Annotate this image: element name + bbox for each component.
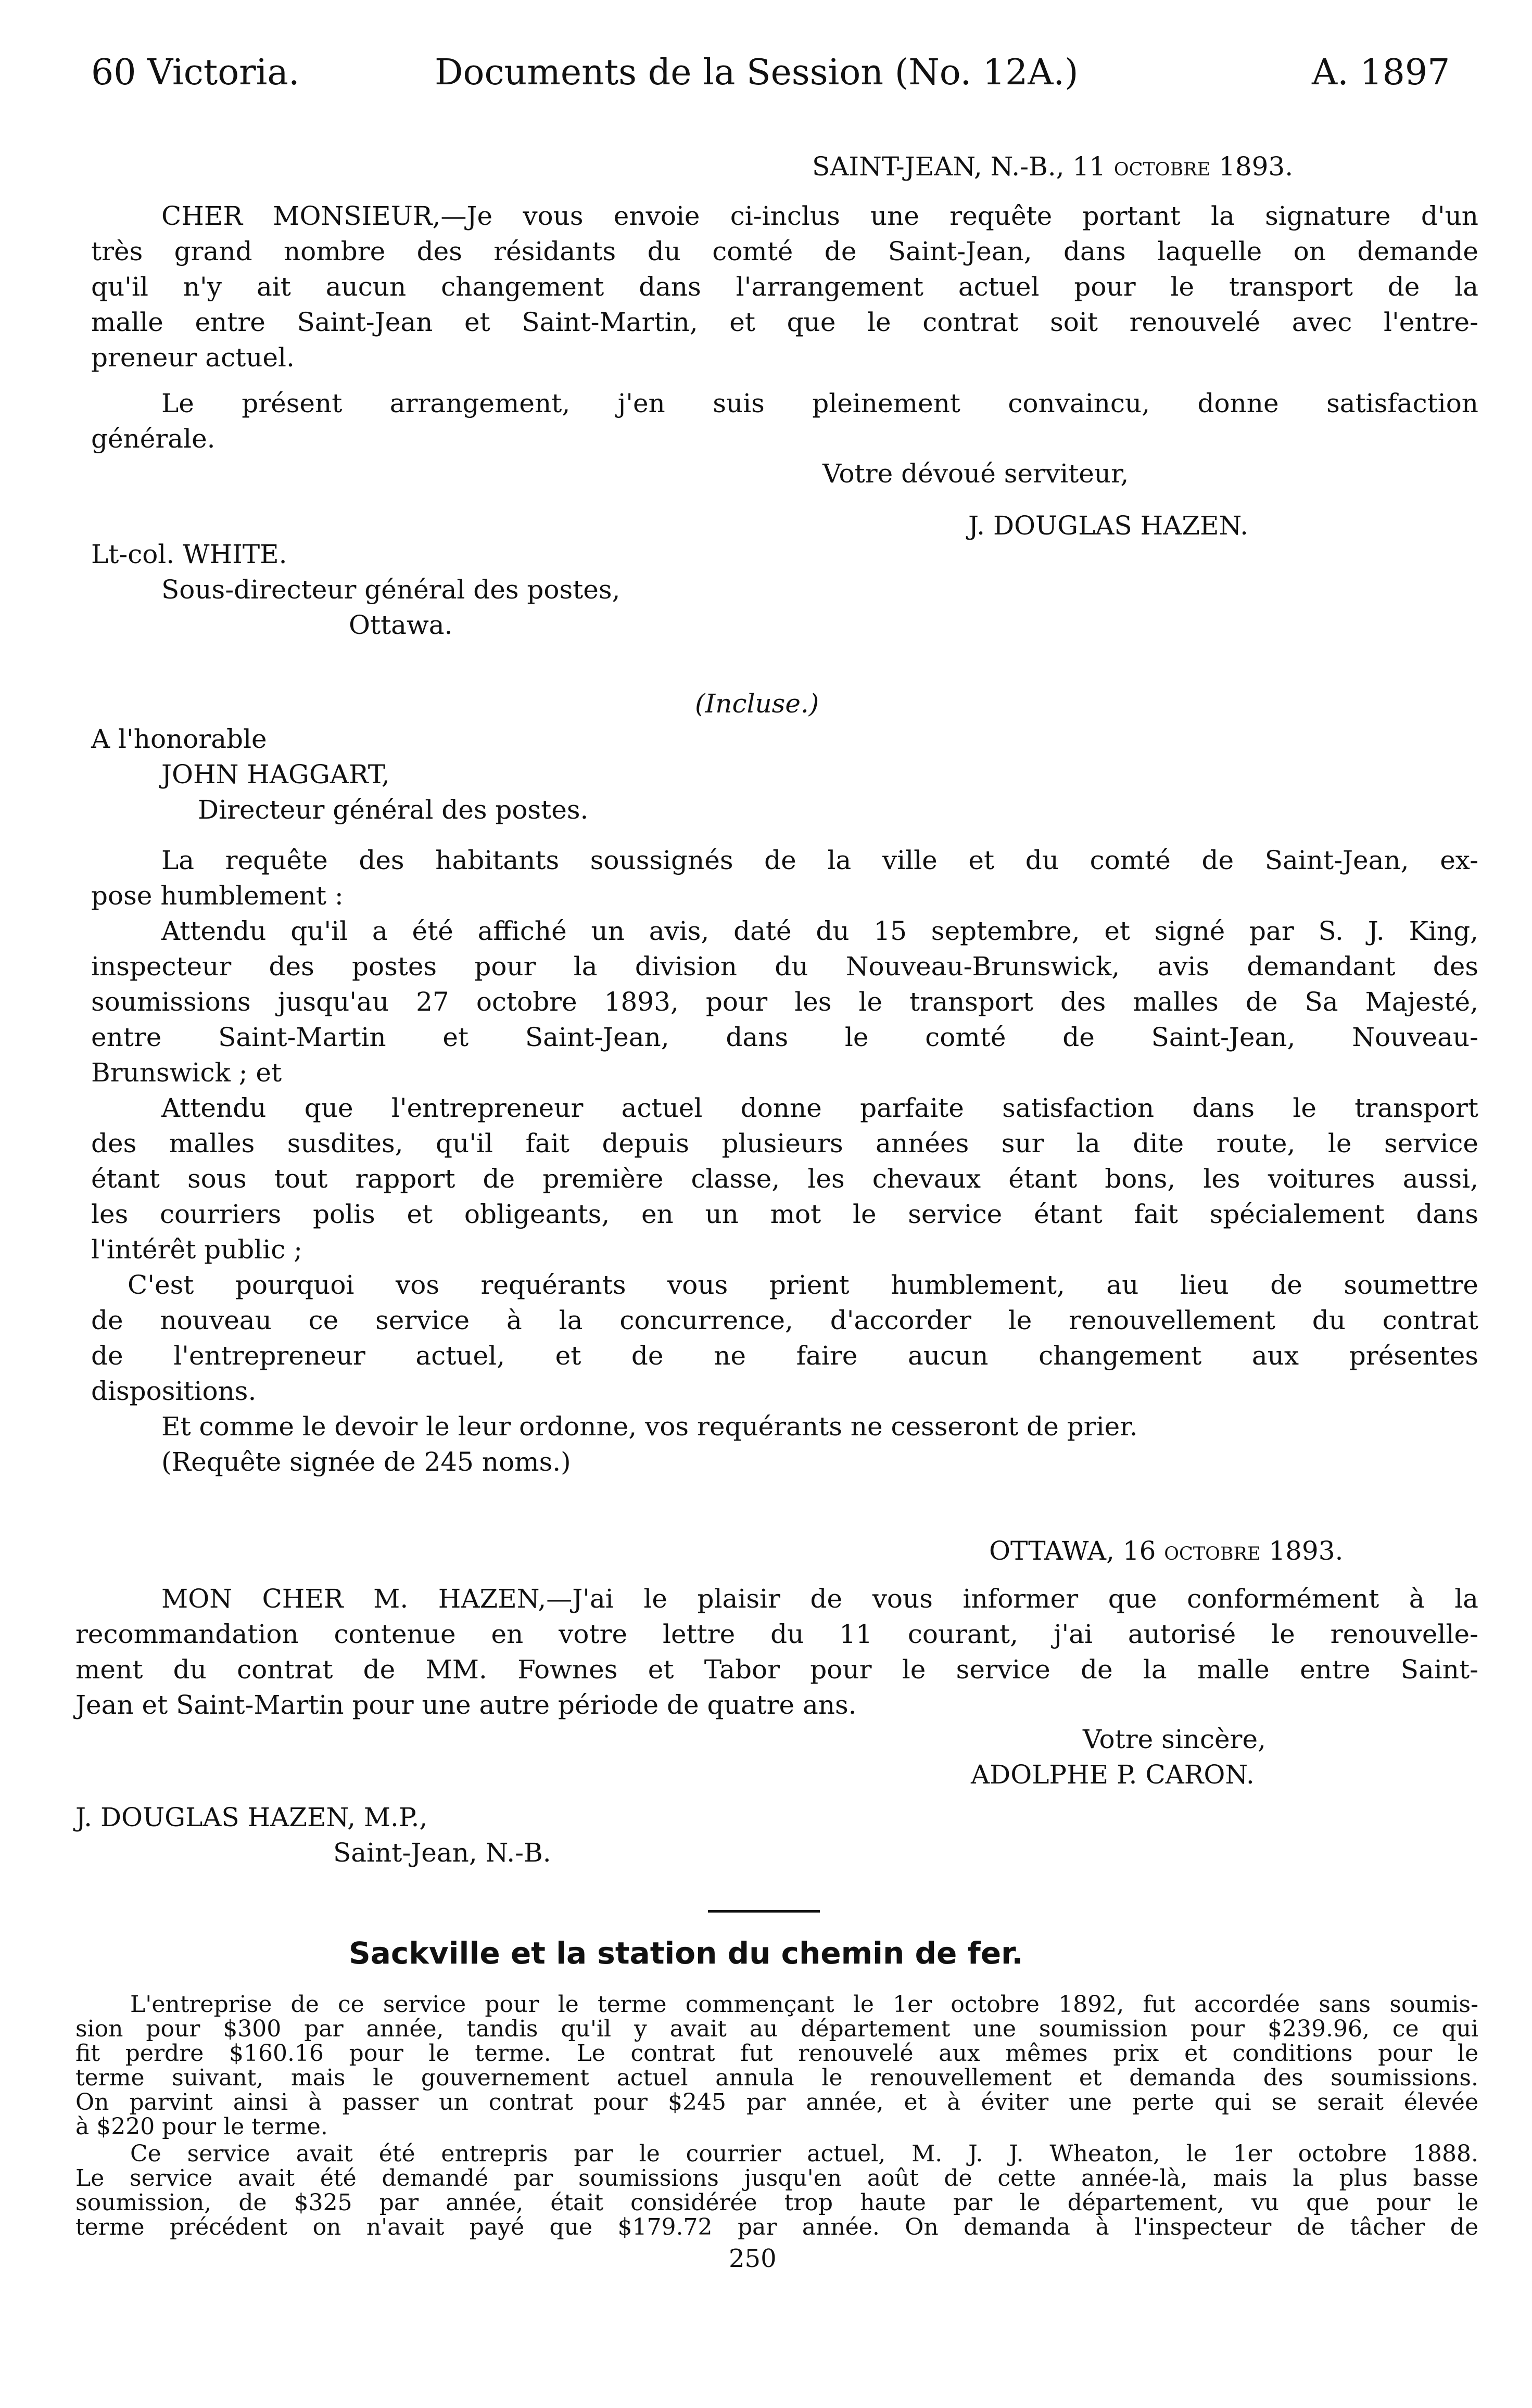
- section-para1-line: terme suivant, mais le gouvernement actuel annula le renouvellement et demanda des soumissions.: [75, 2065, 1478, 2091]
- letter2-body-line: ment du contrat de MM. Fownes et Tabor pour le service de la malle entre Saint-: [75, 1654, 1478, 1685]
- section-para2-line: soumission, de $325 par année, était considérée trop haute par le département, vu que pour le: [75, 2189, 1478, 2216]
- letter2-dateline: OTTAWA, 16 octobre 1893.: [989, 1536, 1344, 1566]
- section-para1-line: à $220 pour le terme.: [75, 2113, 328, 2140]
- petition-line: (Requête signée de 245 noms.): [161, 1447, 571, 1477]
- letter1-signature: J. DOUGLAS HAZEN.: [968, 511, 1248, 541]
- section-separator-rule: [708, 1910, 820, 1913]
- petition-line: inspecteur des postes pour la division du Nouveau-Brunswick, avis demandant des: [91, 951, 1478, 982]
- petition-line: Et comme le devoir le leur ordonne, vos requérants ne cesseront de prier.: [161, 1411, 1138, 1442]
- petition-line: de l'entrepreneur actuel, et de ne faire aucun changement aux présentes: [91, 1341, 1478, 1371]
- letter1-recipient-city: Ottawa.: [349, 610, 453, 640]
- petition-line: des malles susdites, qu'il fait depuis plusieurs années sur la dite route, le service: [91, 1128, 1478, 1158]
- petition-line: étant sous tout rapport de première classe, les chevaux étant bons, les voitures aussi,: [91, 1164, 1478, 1194]
- petition-line: soumissions jusqu'au 27 octobre 1893, pour les le transport des malles de Sa Majesté,: [91, 987, 1478, 1017]
- petition-line: Brunswick ; et: [91, 1058, 282, 1088]
- petition-line: Attendu que l'entrepreneur actuel donne parfaite satisfaction dans le transport: [161, 1093, 1478, 1123]
- letter1-recipient-title: Sous-directeur général des postes,: [161, 575, 621, 605]
- letter1-body-line: CHER MONSIEUR,—Je vous envoie ci-inclus une requête portant la signature d'un: [161, 201, 1478, 231]
- letter1-dateline: SAINT-JEAN, N.-B., 11 octobre 1893.: [812, 151, 1294, 182]
- letter1-body-line: preneur actuel.: [91, 342, 295, 373]
- section-title: Sackville et la station du chemin de fer.: [349, 1935, 1023, 1971]
- enclosure-address: Directeur général des postes.: [198, 795, 589, 825]
- petition-line: C'est pourquoi vos requérants vous prient humblement, au lieu de soumettre: [128, 1270, 1478, 1300]
- petition-line: Attendu qu'il a été affiché un avis, daté du 15 septembre, et signé par S. J. King,: [161, 916, 1478, 946]
- page-number: 250: [729, 2244, 777, 2273]
- letter1-recipient-name: Lt-col. WHITE.: [91, 539, 287, 569]
- letter2-closing: Votre sincère,: [1083, 1724, 1266, 1754]
- letter1-body2-line: Le présent arrangement, j'en suis pleinement convaincu, donne satisfaction: [161, 388, 1478, 418]
- section-para1-line: On parvint ainsi à passer un contrat pour $245 par année, et à éviter une perte qui se serait élevée: [75, 2089, 1478, 2116]
- letter2-recipient-city: Saint-Jean, N.-B.: [333, 1838, 551, 1868]
- enclosure-label: (Incluse.): [695, 689, 819, 719]
- header-left: 60 Victoria.: [91, 52, 300, 93]
- enclosure-address: A l'honorable: [91, 724, 267, 754]
- petition-line: entre Saint-Martin et Saint-Jean, dans le comté de Saint-Jean, Nouveau-: [91, 1022, 1478, 1052]
- petition-line: La requête des habitants soussignés de la ville et du comté de Saint-Jean, ex-: [161, 845, 1478, 875]
- letter1-body-line: très grand nombre des résidants du comté de Saint-Jean, dans laquelle on demande: [91, 236, 1478, 266]
- letter1-body-line: malle entre Saint-Jean et Saint-Martin, et que le contrat soit renouvelé avec l'entre-: [91, 307, 1478, 337]
- header-center: Documents de la Session (No. 12A.): [435, 52, 1079, 93]
- enclosure-address: JOHN HAGGART,: [161, 759, 390, 789]
- section-para2-line: Ce service avait été entrepris par le courrier actuel, M. J. J. Wheaton, le 1er octobre 1888.: [130, 2141, 1478, 2167]
- section-para1-line: fit perdre $160.16 pour le terme. Le contrat fut renouvelé aux mêmes prix et conditions pour le: [75, 2040, 1478, 2067]
- petition-line: pose humblement :: [91, 881, 344, 911]
- letter1-closing: Votre dévoué serviteur,: [822, 458, 1129, 489]
- section-para2-line: Le service avait été demandé par soumissions jusqu'en août de cette année-là, mais la plus basse: [75, 2165, 1478, 2192]
- petition-line: l'intérêt public ;: [91, 1234, 303, 1265]
- letter2-recipient-name: J. DOUGLAS HAZEN, M.P.,: [75, 1802, 428, 1832]
- letter1-body2-line: générale.: [91, 424, 216, 454]
- petition-line: dispositions.: [91, 1376, 257, 1406]
- section-para1-line: L'entreprise de ce service pour le terme commençant le 1er octobre 1892, fut accordée sans soumis-: [130, 1991, 1478, 2018]
- section-para1-line: sion pour $300 par année, tandis qu'il y avait au département une soumission pour $239.96, ce qui: [75, 2016, 1478, 2042]
- petition-line: les courriers polis et obligeants, en un mot le service étant fait spécialement dans: [91, 1199, 1478, 1229]
- section-para2-line: terme précédent on n'avait payé que $179.72 par année. On demanda à l'inspecteur de tâcher de: [75, 2214, 1478, 2240]
- letter2-body-line: MON CHER M. HAZEN,—J'ai le plaisir de vous informer que conformément à la: [161, 1584, 1478, 1614]
- letter2-signature: ADOLPHE P. CARON.: [971, 1760, 1255, 1790]
- header-right: A. 1897: [1312, 52, 1450, 93]
- letter2-body-line: recommandation contenue en votre lettre du 11 courant, j'ai autorisé le renouvelle-: [75, 1619, 1478, 1649]
- letter2-body-line: Jean et Saint-Martin pour une autre période de quatre ans.: [75, 1690, 857, 1720]
- letter1-body-line: qu'il n'y ait aucun changement dans l'arrangement actuel pour le transport de la: [91, 272, 1478, 302]
- petition-line: de nouveau ce service à la concurrence, d'accorder le renouvellement du contrat: [91, 1305, 1478, 1335]
